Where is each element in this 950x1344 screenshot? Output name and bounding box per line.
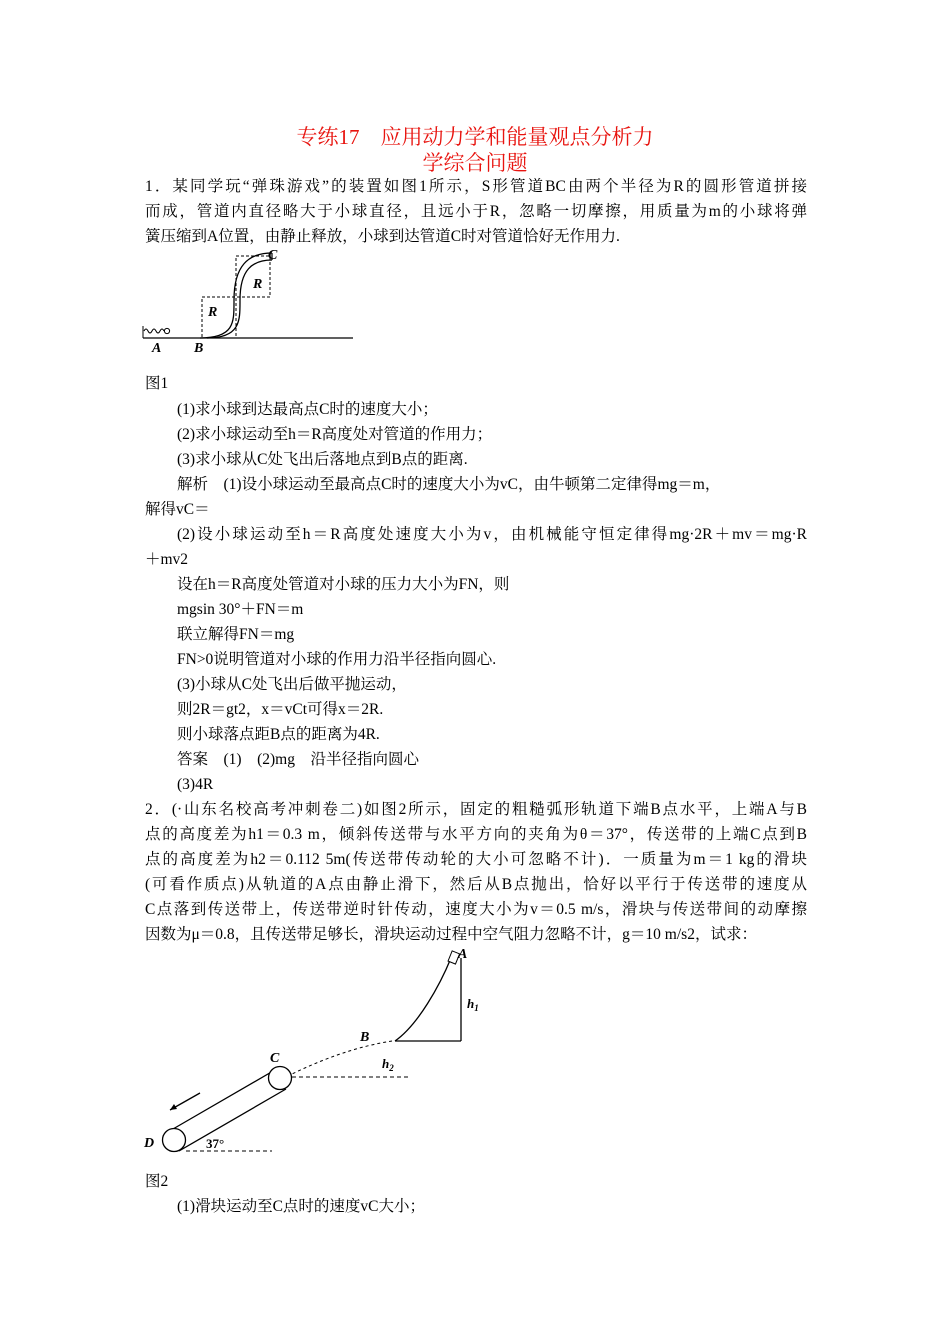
label-B: B — [194, 341, 204, 356]
pulley-c-icon — [269, 1067, 292, 1090]
q1-solution-line-9: (3)小球从C处飞出后做平抛运动， — [177, 676, 407, 693]
figure-1-caption: 图1 — [145, 375, 169, 392]
label-h1: $h_1$ — [467, 996, 479, 1013]
trajectory-dashed — [280, 1041, 392, 1080]
figure-1-s-tube — [140, 240, 360, 360]
arc-track — [395, 958, 451, 1041]
label-angle: 37° — [206, 1136, 225, 1151]
q1-solution-line-5: 设在h＝R高度处管道对小球的压力大小为FN，则 — [177, 576, 510, 593]
pulley-d-icon — [163, 1129, 186, 1152]
belt-bottom — [179, 1089, 286, 1151]
q1-solution-line-8: FN>0说明管道对小球的作用力沿半径指向圆心. — [177, 651, 497, 668]
figure-2-conveyor — [140, 945, 480, 1160]
q1-solution-line-10: 则2R＝gt2，x＝vCt可得x＝2R. — [177, 701, 384, 718]
label-R-lower: R — [208, 305, 218, 320]
q1-text-line-1: 1．某同学玩“弹珠游戏”的装置如图1所示，S形管道BC由两个半径为R的圆形管道拼接 — [145, 178, 807, 195]
label-B: B — [360, 1030, 370, 1045]
label-D: D — [144, 1136, 155, 1151]
q1-question-3: (3)求小球从C处飞出后落地点到B点的距离. — [177, 451, 468, 468]
label-C: C — [268, 248, 278, 263]
q2-question-1: (1)滑块运动至C点时的速度vC大小； — [177, 1198, 426, 1215]
label-A: A — [152, 341, 162, 356]
q1-solution-line-6: mgsin 30°＋FN＝m — [177, 601, 304, 618]
q2-text-line-5: C点落到传送带上，传送带逆时针传动，速度大小为v＝0.5 m/s，滑块与传送带间的动摩擦 — [145, 901, 807, 918]
q2-text-line-3: 点的高度差为h2＝0.112 5m(传送带传动轮的大小可忽略不计)．一质量为m＝1 kg的滑块 — [145, 851, 807, 868]
q1-solution-line-4: ＋mv2 — [145, 551, 189, 568]
label-C: C — [270, 1051, 280, 1066]
figure-2-caption: 图2 — [145, 1173, 169, 1190]
page-title: 专练17 应用动力学和能量观点分析力 — [296, 125, 654, 149]
label-R-upper: R — [253, 277, 263, 292]
ball-icon — [164, 328, 169, 333]
q1-solution-line-7: 联立解得FN＝mg — [177, 626, 295, 643]
label-A: A — [458, 947, 468, 962]
q1-answer-line-1: 答案 (1) (2)mg 沿半径指向圆心 — [177, 751, 419, 768]
spring-icon — [144, 329, 164, 333]
q1-solution-line-3: (2)设小球运动至h＝R高度处速度大小为v，由机械能守恒定律得mg·2R＋mv＝mg·R — [177, 526, 807, 543]
label-h2: $h_2$ — [382, 1056, 394, 1073]
q1-question-2: (2)求小球运动至h＝R高度处对管道的作用力； — [177, 426, 493, 443]
q1-solution-line-1: 解析 (1)设小球运动至最高点C时的速度大小为vC，由牛顿第二定律得mg＝m， — [177, 476, 721, 493]
q1-solution-line-2: 解得vC＝ — [145, 501, 210, 518]
q2-text-line-1: 2．(·山东名校高考冲刺卷二)如图2所示，固定的粗糙弧形轨道下端B点水平，上端A与B — [145, 801, 807, 818]
q1-text-line-2: 而成，管道内直径略大于小球直径，且远小于R，忽略一切摩擦，用质量为m的小球将弹 — [145, 203, 807, 220]
belt-top — [173, 1067, 280, 1129]
q2-text-line-4: (可看作质点)从轨道的A点由静止滑下，然后从B点抛出，恰好以平行于传送带的速度从 — [145, 876, 807, 893]
q1-question-1: (1)求小球到达最高点C时的速度大小； — [177, 401, 438, 418]
q1-answer-line-2: (3)4R — [177, 776, 214, 793]
q1-text-line-3: 簧压缩到A位置，由静止释放，小球到达管道C时对管道恰好无作用力. — [145, 228, 620, 245]
q2-text-line-6: 因数为μ＝0.8，且传送带足够长，滑块运动过程中空气阻力忽略不计，g＝10 m/s2，试求： — [145, 926, 757, 943]
q2-text-line-2: 点的高度差为h1＝0.3 m，倾斜传送带与水平方向的夹角为θ＝37°，传送带的上端C点到B — [145, 826, 807, 843]
page-title-line2: 学综合问题 — [422, 151, 528, 175]
q1-solution-line-11: 则小球落点距B点的距离为4R. — [177, 726, 380, 743]
